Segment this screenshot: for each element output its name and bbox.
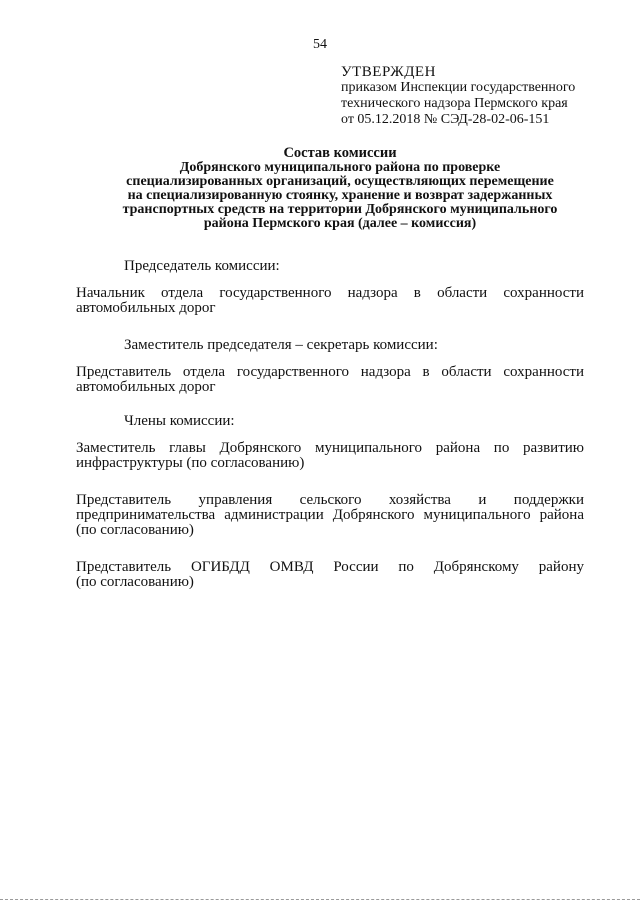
member-entry-3 (76, 560, 584, 590)
title-heading: Состав комиссии (283, 145, 397, 161)
title-line: специализированных организаций, осуществляющих перемещение (126, 174, 554, 189)
approval-line: приказом Инспекции государственного (341, 80, 576, 95)
page-number: 54 (313, 37, 327, 52)
entry-line: Заместитель главы Добрянского муниципального района по развитию (76, 440, 584, 456)
member-entry-2 (76, 493, 584, 538)
title-line: района Пермского края (далее – комиссия) (203, 216, 477, 231)
title-line: на специализированную стоянку, хранение и возврат задержанных (127, 188, 553, 203)
entry-line: Представитель ОГИБДД ОМВД России по Добрянскому району (76, 559, 584, 575)
entry-line: Начальник отдела государственного надзора в области сохранности (76, 285, 584, 301)
approval-order-reference: от 05.12.2018 № СЭД-28-02-06-151 (341, 112, 550, 127)
title-line: Добрянского муниципального района по проверке (179, 160, 501, 175)
members-heading: Члены комиссии: (124, 413, 235, 429)
entry-line: (по согласованию) (76, 574, 194, 590)
member-entry-1 (76, 441, 584, 471)
deputy-heading: Заместитель председателя – секретарь комиссии: (124, 337, 438, 353)
approval-block (341, 64, 611, 128)
entry-line: автомобильных дорог (76, 300, 216, 316)
approval-line: технического надзора Пермского края (341, 96, 568, 111)
chairman-entry (76, 286, 584, 316)
chairman-heading: Председатель комиссии: (124, 258, 280, 274)
title-line: транспортных средств на территории Добрянского муниципального (122, 202, 558, 217)
page-bottom-edge (0, 899, 640, 902)
document-title (90, 146, 590, 231)
entry-line: инфраструктуры (по согласованию) (76, 455, 305, 471)
approval-title: УТВЕРЖДЕН (341, 64, 436, 80)
entry-line: Представитель управления сельского хозяйства и поддержки (76, 492, 584, 508)
entry-line: (по согласованию) (76, 522, 194, 538)
entry-line: автомобильных дорог (76, 379, 216, 395)
entry-line: предпринимательства администрации Добрянского муниципального района (76, 507, 584, 523)
deputy-entry (76, 365, 584, 395)
entry-line: Представитель отдела государственного надзора в области сохранности (76, 364, 584, 380)
